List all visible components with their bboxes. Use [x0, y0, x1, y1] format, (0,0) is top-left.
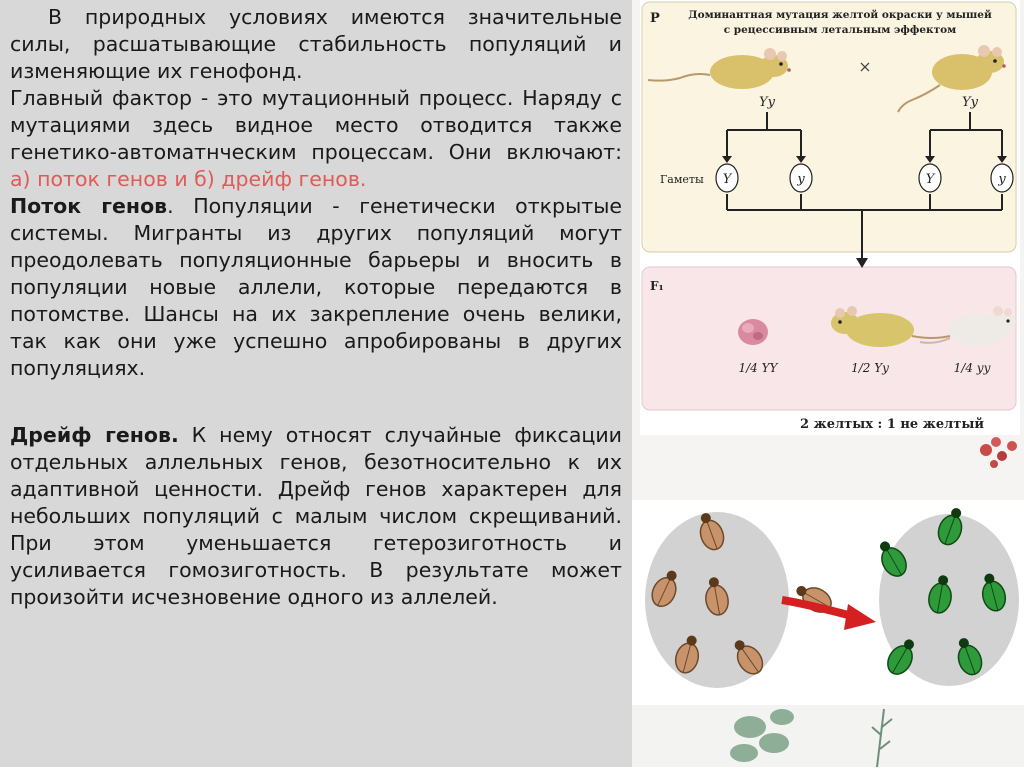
embryo-yy-lethal: [738, 319, 768, 345]
text-column: [10, 4, 622, 611]
gamete-y-dominant-1: [716, 164, 738, 192]
gene-flow-heading: Поток генов: [10, 194, 168, 218]
gametes-label: Гаметы: [660, 173, 704, 186]
gene-flow-text: . Популяции - генетически открытые системы. Мигранты из других популяций могут преодолевать популяционные барьеры и вносить в популяции новые аллели, которые передаются в потомстве. Шансы на их закрепление очень велики, так как они уже успешно апробированы в других популяциях.: [10, 194, 622, 380]
gamete-label-4: y: [998, 172, 1006, 187]
paragraph-gene-drift: [10, 422, 622, 611]
scheme-title-line1: Доминантная мутация желтой окраски у мышей: [688, 9, 992, 21]
decor-plants: [632, 705, 1024, 767]
offspring-yy-hetero: 1/2 Yy: [851, 361, 889, 375]
decor-red-berries: [972, 432, 1024, 482]
gene-drift-illustration: [632, 500, 1024, 705]
gamete-y-dominant-2: [919, 164, 941, 192]
parent2-genotype: Yy: [962, 95, 978, 110]
f1-label: F₁: [650, 279, 664, 293]
spacer: [10, 382, 622, 422]
gamete-y-recessive-1: [790, 164, 812, 192]
main-factor-highlight: а) поток генов и б) дрейф генов.: [10, 167, 367, 191]
offspring-yy-recessive: 1/4 yy: [953, 361, 991, 375]
gamete-label-1: Y: [722, 172, 732, 187]
gene-drift-heading: Дрейф генов.: [10, 423, 179, 447]
gene-drift-text: К нему относят случайные фиксации отдельных аллельных генов, безотносительно к их адаптивной ценности. Дрейф генов характерен для небольших популяций с малым числом скрещиваний. При этом уменьшается гетерозиготность и усиливается гомозиготность. В результате может произойти исчезновение одного из аллелей.: [10, 423, 622, 609]
paragraph-main-factor: [10, 85, 622, 193]
cross-symbol: ×: [858, 57, 872, 76]
plants-svg: [632, 705, 1024, 767]
scheme-title-line2: с рецессивным летальным эффектом: [723, 24, 957, 36]
main-factor-text: Главный фактор - это мутационный процесс. Наряду с мутациями здесь видное место отводится также генетико-автоматнческим процессам. Они включают:: [10, 86, 622, 164]
mouse-genetics-scheme: [640, 0, 1020, 435]
paragraph-intro-text: В природных условиях имеются значительные силы, расшатывающие стабильность популяций и изменяющие их генофонд.: [10, 5, 622, 83]
offspring-yy-dominant: 1/4 YY: [738, 361, 778, 375]
rosemary-sprig: [872, 709, 892, 767]
paragraph-intro: [10, 4, 622, 85]
parents-panel: [642, 2, 1016, 252]
parent1-genotype: Yy: [759, 95, 775, 110]
migration-arrowhead: [844, 604, 876, 630]
gamete-label-2: y: [797, 172, 805, 187]
scheme-svg: [640, 0, 1020, 435]
gamete-y-recessive-2: [991, 164, 1013, 192]
illustration-column: [632, 0, 1024, 767]
p-label: P: [650, 11, 660, 26]
eucalyptus-leaves: [730, 709, 794, 762]
beetles-svg: [632, 500, 1024, 705]
gamete-label-3: Y: [925, 172, 935, 187]
phenotype-ratio: 2 желтых : 1 не желтый: [800, 417, 984, 432]
paragraph-gene-flow: [10, 193, 622, 382]
